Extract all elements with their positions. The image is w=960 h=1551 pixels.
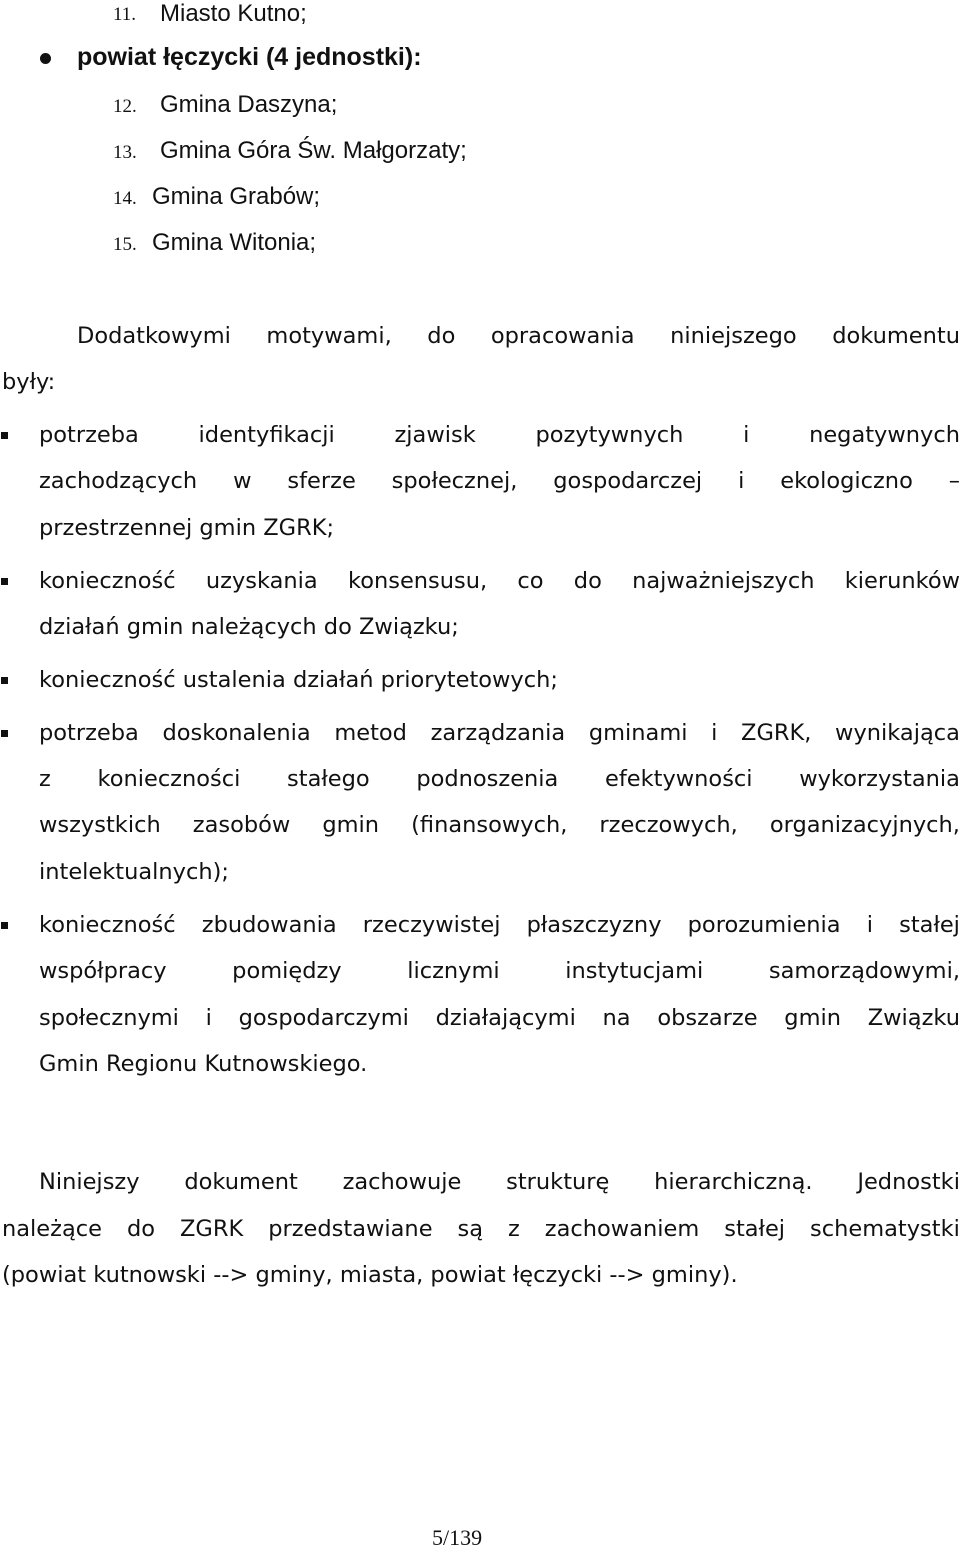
- word: konsensusu,: [347, 568, 488, 594]
- word: najważniejszych: [632, 568, 815, 594]
- list-number: 12.: [113, 96, 137, 117]
- word: efektywności: [605, 766, 753, 792]
- bullet-dot-icon: [40, 53, 51, 64]
- word: Jednostki: [857, 1169, 960, 1195]
- word: konieczności: [97, 766, 241, 792]
- word: gminami: [588, 720, 688, 746]
- word: potrzeba: [39, 720, 139, 746]
- word: hierarchiczną.: [654, 1169, 813, 1195]
- intro-line-1: [77, 323, 960, 349]
- word: dokument: [184, 1169, 298, 1195]
- word: społecznej,: [391, 468, 518, 494]
- word: z: [39, 766, 51, 792]
- word: uzyskania: [205, 568, 318, 594]
- word: gmin: [784, 1005, 842, 1031]
- word: ZGRK: [179, 1216, 244, 1242]
- closing-line-1: [39, 1169, 960, 1195]
- square-bullet-icon: [1, 677, 8, 684]
- word: należące: [2, 1216, 102, 1242]
- bullet-line: działań gmin należących do Związku;: [39, 614, 459, 640]
- square-bullet-icon: [1, 578, 8, 585]
- bullet-line: [39, 1005, 960, 1031]
- bullet-line: [39, 912, 960, 938]
- bullet-line: [39, 766, 960, 792]
- word: i: [205, 1005, 212, 1031]
- bullet-line: [39, 422, 960, 448]
- square-bullet-icon: [1, 922, 8, 929]
- word: schematystki: [810, 1216, 960, 1242]
- bullet-line: intelektualnych);: [39, 859, 229, 885]
- list-text: Gmina Daszyna;: [160, 91, 338, 118]
- word: co: [517, 568, 544, 594]
- word: zachowuje: [342, 1169, 462, 1195]
- word: samorządowymi,: [768, 958, 960, 984]
- word: rzeczywistej: [362, 912, 501, 938]
- word: sferze: [287, 468, 356, 494]
- word: gospodarczej: [553, 468, 703, 494]
- word: strukturę: [506, 1169, 610, 1195]
- bullet-line: [39, 568, 960, 594]
- word: gospodarczymi: [238, 1005, 409, 1031]
- bullet-line: [39, 958, 960, 984]
- bullet-line: [39, 812, 960, 838]
- word: stałej: [899, 912, 960, 938]
- bullet-line: konieczność ustalenia działań priorytetowych;: [39, 667, 558, 693]
- bullet-line: [39, 468, 960, 494]
- word: zarządzania: [430, 720, 566, 746]
- word: są: [457, 1216, 484, 1242]
- list-number: 15.: [113, 234, 137, 255]
- square-bullet-icon: [1, 730, 8, 737]
- word: i: [743, 422, 750, 448]
- word: metod: [334, 720, 407, 746]
- word: zachowaniem: [544, 1216, 700, 1242]
- list-text: Gmina Witonia;: [152, 229, 317, 256]
- word: zachodzących: [39, 468, 198, 494]
- word: kierunków: [844, 568, 960, 594]
- word: i: [866, 912, 873, 938]
- word: stałego: [287, 766, 370, 792]
- word: ekologiczno: [780, 468, 913, 494]
- word: –: [948, 468, 960, 494]
- square-bullet-icon: [1, 432, 8, 439]
- word: wykorzystania: [799, 766, 960, 792]
- word: na: [602, 1005, 631, 1031]
- word: rzeczowych,: [599, 812, 738, 838]
- list-text: Gmina Góra Św. Małgorzaty;: [160, 137, 467, 164]
- bullet-line: [39, 720, 960, 746]
- closing-line-2: [2, 1216, 960, 1242]
- word: licznymi: [407, 958, 500, 984]
- heading-text: powiat łęczycki (4 jednostki):: [77, 43, 422, 71]
- word: działającymi: [435, 1005, 576, 1031]
- word: obszarze: [657, 1005, 758, 1031]
- word: podnoszenia: [416, 766, 559, 792]
- word: zbudowania: [201, 912, 337, 938]
- word: konieczność: [39, 568, 176, 594]
- list-text: Gmina Grabów;: [152, 183, 321, 210]
- word: identyfikacji: [198, 422, 335, 448]
- word: negatywnych: [809, 422, 960, 448]
- list-number: 13.: [113, 142, 137, 163]
- word: i: [711, 720, 718, 746]
- word: porozumienia: [687, 912, 841, 938]
- word: wynikająca: [835, 720, 960, 746]
- word: pomiędzy: [232, 958, 342, 984]
- word: społecznymi: [39, 1005, 179, 1031]
- word: instytucjami: [565, 958, 704, 984]
- page-number: 5/139: [432, 1525, 483, 1550]
- closing-line-3: (powiat kutnowski --> gminy, miasta, powiat łęczycki --> gminy).: [2, 1262, 738, 1288]
- word: do: [573, 568, 602, 594]
- word: konieczność: [39, 912, 176, 938]
- word: doskonalenia: [162, 720, 311, 746]
- intro-line-2: były:: [2, 369, 56, 395]
- word: do: [126, 1216, 155, 1242]
- word: Dodatkowymi: [77, 323, 231, 349]
- word: zjawisk: [394, 422, 476, 448]
- word: opracowania: [490, 323, 635, 349]
- word: niniejszego: [670, 323, 797, 349]
- word: współpracy: [39, 958, 167, 984]
- word: motywami,: [266, 323, 392, 349]
- word: gmin: [322, 812, 380, 838]
- word: i: [738, 468, 745, 494]
- word: Niniejszy: [39, 1169, 140, 1195]
- bullet-line: przestrzennej gmin ZGRK;: [39, 515, 335, 541]
- word: przedstawiane: [268, 1216, 433, 1242]
- list-text: Miasto Kutno;: [160, 0, 307, 27]
- word: z: [508, 1216, 520, 1242]
- word: stałej: [724, 1216, 786, 1242]
- word: w: [233, 468, 252, 494]
- word: dokumentu: [832, 323, 960, 349]
- word: zasobów: [192, 812, 291, 838]
- word: płaszczyzny: [526, 912, 662, 938]
- word: potrzeba: [39, 422, 139, 448]
- bullet-line: Gmin Regionu Kutnowskiego.: [39, 1051, 368, 1077]
- list-number: 14.: [113, 188, 137, 209]
- word: organizacyjnych,: [769, 812, 960, 838]
- word: (finansowych,: [411, 812, 568, 838]
- list-number: 11.: [113, 4, 137, 25]
- word: ZGRK,: [741, 720, 812, 746]
- word: wszystkich: [39, 812, 161, 838]
- word: do: [427, 323, 456, 349]
- word: Związku: [867, 1005, 960, 1031]
- word: pozytywnych: [535, 422, 684, 448]
